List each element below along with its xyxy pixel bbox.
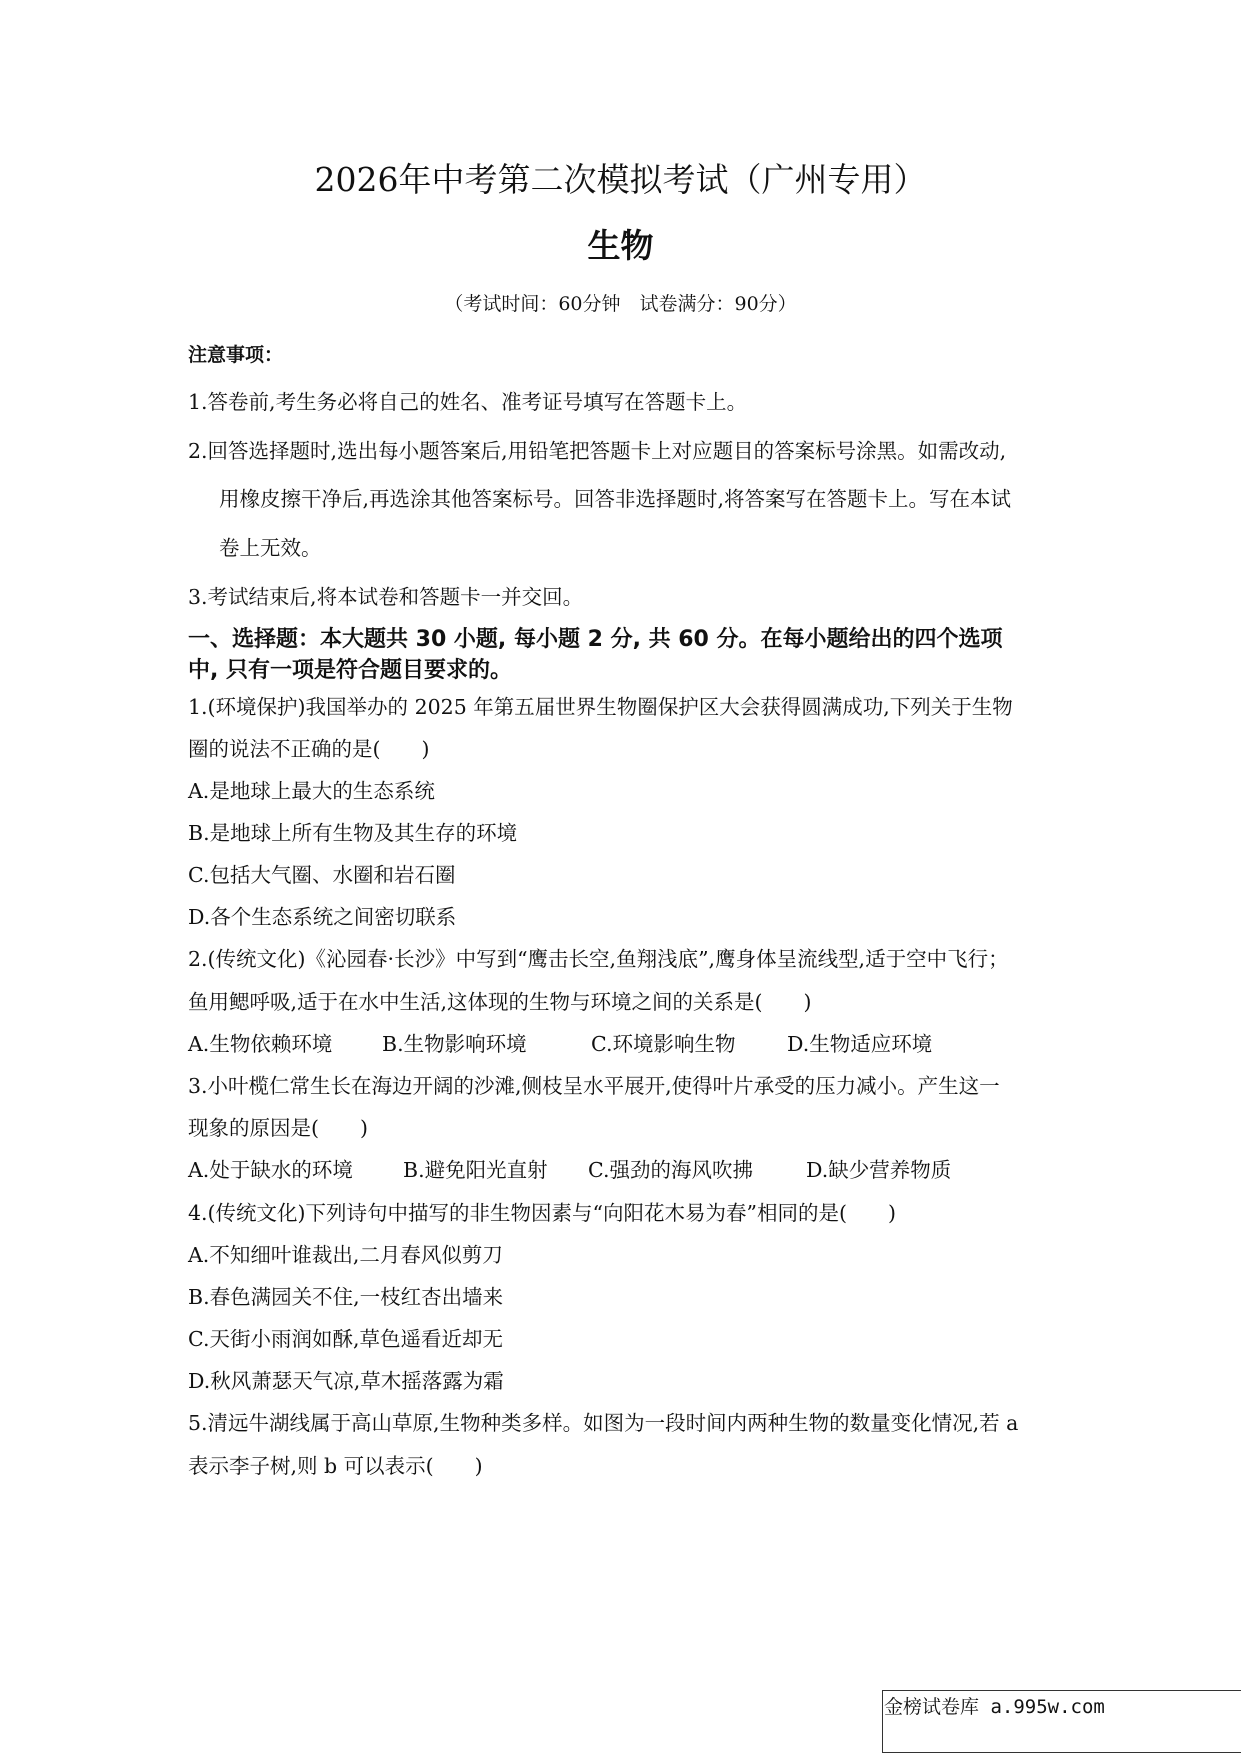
q2-stem-line1: 2.(传统文化)《沁园春·长沙》中写到“鹰击长空,鱼翔浅底”,鹰身体呈流线型,适于空中飞行； — [188, 947, 1009, 971]
q2-stem-line2: 鱼用鳃呼吸,适于在水中生活,这体现的生物与环境之间的关系是( ) — [188, 990, 812, 1014]
q1-option-a: A.是地球上最大的生态系统 — [188, 779, 435, 803]
q3-option-c: C.强劲的海风吹拂 — [588, 1158, 753, 1182]
notice-heading: 注意事项： — [188, 344, 284, 366]
exam-meta: （考试时间：60分钟 试卷满分：90分） — [444, 293, 797, 315]
q5-stem-line2: 表示李子树,则 b 可以表示( ) — [188, 1454, 483, 1478]
q3-option-b: B.避免阳光直射 — [403, 1158, 548, 1182]
notice-item-3: 3.考试结束后,将本试卷和答题卡一并交回。 — [188, 585, 584, 609]
q2-option-b: B.生物影响环境 — [382, 1032, 527, 1056]
watermark-text: 金榜试卷库 a.995w.com — [884, 1696, 1105, 1718]
notice-item-1: 1.答卷前,考生务必将自己的姓名、准考证号填写在答题卡上。 — [188, 390, 748, 414]
q4-option-a: A.不知细叶谁裁出,二月春风似剪刀 — [188, 1243, 503, 1267]
q2-option-a: A.生物依赖环境 — [188, 1032, 333, 1056]
section-heading-line2: 中, 只有一项是符合题目要求的。 — [188, 658, 513, 683]
q2-option-d: D.生物适应环境 — [787, 1032, 933, 1056]
q1-option-c: C.包括大气圈、水圈和岩石圈 — [188, 863, 456, 887]
q1-option-b: B.是地球上所有生物及其生存的环境 — [188, 821, 518, 845]
q3-stem-line2: 现象的原因是( ) — [188, 1116, 368, 1140]
q4-option-c: C.天街小雨润如酥,草色遥看近却无 — [188, 1327, 503, 1351]
q1-stem-line2: 圈的说法不正确的是( ) — [188, 737, 430, 761]
q2-option-c: C.环境影响生物 — [591, 1032, 736, 1056]
notice-item-2-cont: 用橡皮擦干净后,再选涂其他答案标号。回答非选择题时,将答案写在答题卡上。写在本试 — [219, 487, 1012, 511]
subject-title: 生物 — [587, 226, 654, 265]
notice-item-2-end: 卷上无效。 — [219, 536, 322, 560]
q3-option-a: A.处于缺水的环境 — [188, 1158, 353, 1182]
q1-option-d: D.各个生态系统之间密切联系 — [188, 905, 457, 929]
exam-title: 2026年中考第二次模拟考试（广州专用） — [314, 160, 927, 199]
q1-stem-line1: 1.(环境保护)我国举办的 2025 年第五届世界生物圈保护区大会获得圆满成功,下列关于生物 — [188, 695, 1013, 719]
notice-item-2: 2.回答选择题时,选出每小题答案后,用铅笔把答题卡上对应题目的答案标号涂黑。如需改动, — [188, 439, 1007, 463]
q4-stem: 4.(传统文化)下列诗句中描写的非生物因素与“向阳花木易为春”相同的是( ) — [188, 1201, 897, 1225]
q3-stem-line1: 3.小叶榄仁常生长在海边开阔的沙滩,侧枝呈水平展开,使得叶片承受的压力减小。产生这一 — [188, 1074, 1000, 1098]
q5-stem-line1: 5.清远牛湖线属于高山草原,生物种类多样。如图为一段时间内两种生物的数量变化情况,若 a — [188, 1411, 1019, 1435]
q4-option-b: B.春色满园关不住,一枝红杏出墙来 — [188, 1285, 504, 1309]
q3-option-d: D.缺少营养物质 — [806, 1158, 952, 1182]
section-heading-line1: 一、选择题：本大题共 30 小题, 每小题 2 分, 共 60 分。在每小题给出的四个选项 — [188, 627, 1003, 652]
q4-option-d: D.秋风萧瑟天气凉,草木摇落露为霜 — [188, 1369, 504, 1393]
